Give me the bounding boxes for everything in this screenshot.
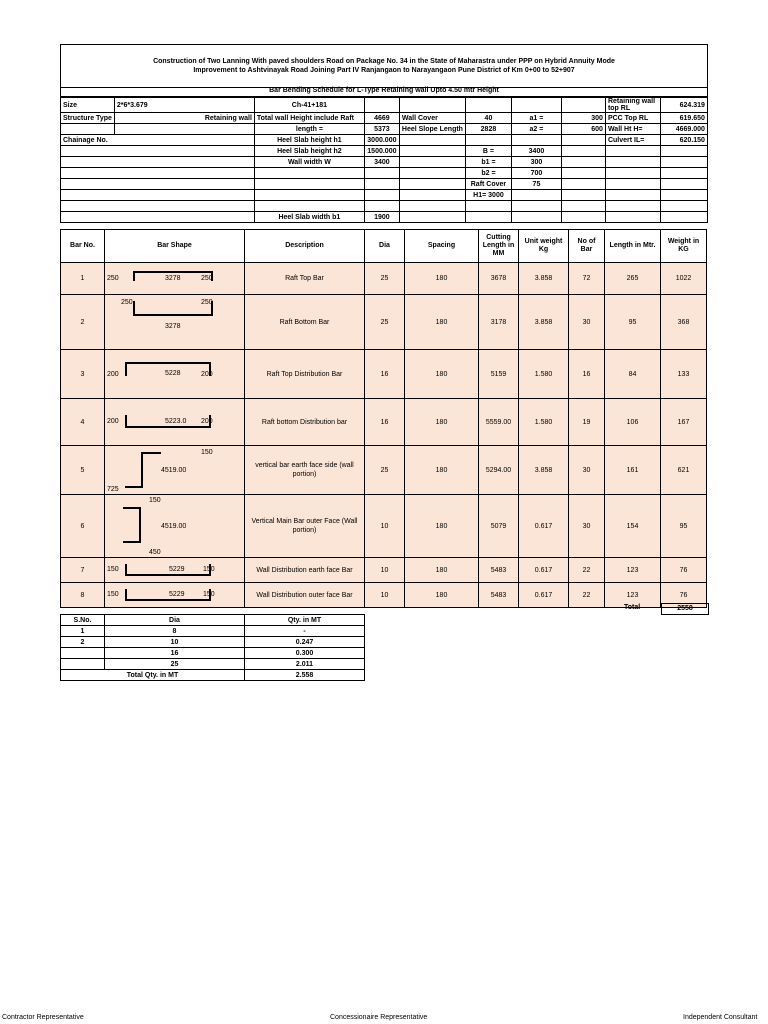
col-cutting-length: Cutting Length in MM <box>479 230 519 263</box>
col-weight-kg: Weight in KG <box>661 230 707 263</box>
summary-qty: 2.011 <box>245 659 365 670</box>
table-row <box>61 350 707 399</box>
summary-sno <box>61 659 105 670</box>
bar-description: Raft Top Bar <box>245 263 365 295</box>
bar-shape <box>105 263 245 295</box>
bar-spacing: 180 <box>405 350 479 399</box>
bar-count: 30 <box>569 446 605 495</box>
summary-dia: 16 <box>105 648 245 659</box>
shape-dim: 200 <box>107 418 119 425</box>
summary-qty: 0.247 <box>245 637 365 648</box>
summary-total-row <box>61 670 365 681</box>
col-no-of-bar: No of Bar <box>569 230 605 263</box>
wall-width-label: Wall width W <box>254 157 364 168</box>
bar-length: 123 <box>605 558 661 583</box>
shape-dim: 3278 <box>165 323 181 330</box>
bar-unit-weight: 3.858 <box>519 263 569 295</box>
bar-description: vertical bar earth face side (wall portion) <box>245 446 365 495</box>
bar-spacing: 180 <box>405 446 479 495</box>
bar-cutting-length: 3178 <box>479 295 519 350</box>
bar-cutting-length: 5483 <box>479 583 519 608</box>
bar-shape <box>105 446 245 495</box>
b1-label: b1 = <box>465 157 511 168</box>
bar-dia: 16 <box>365 350 405 399</box>
summary-sno: 1 <box>61 626 105 637</box>
col-dia: Dia <box>365 230 405 263</box>
shape-dim: 5229 <box>169 566 185 573</box>
shape-dim: 5223.0 <box>165 418 187 425</box>
shape-dim: 725 <box>107 486 119 493</box>
summary-dia: 25 <box>105 659 245 670</box>
table-row <box>61 495 707 558</box>
bar-no: 7 <box>61 558 105 583</box>
shape-dim: 200 <box>107 371 119 378</box>
raft-cover-label: Raft Cover <box>465 179 511 190</box>
bar-length: 106 <box>605 399 661 446</box>
bar-cutting-length: 5159 <box>479 350 519 399</box>
shape-dim: 3278 <box>165 275 181 282</box>
summary-total-value: 2.558 <box>245 670 365 681</box>
shape-dim: 250 <box>107 275 119 282</box>
bar-cutting-length: 3678 <box>479 263 519 295</box>
bar-spacing: 180 <box>405 558 479 583</box>
heel-h1-label: Heel Slab height h1 <box>254 135 364 146</box>
a1-label: a1 = <box>511 113 561 124</box>
shape-dim: 450 <box>149 549 161 556</box>
bar-unit-weight: 3.858 <box>519 446 569 495</box>
b2-label: b2 = <box>465 168 511 179</box>
summary-qty: 0.300 <box>245 648 365 659</box>
summary-row <box>61 637 365 648</box>
culvert-il-value: 620.150 <box>660 135 707 146</box>
bar-cutting-length: 5559.00 <box>479 399 519 446</box>
table-row <box>61 583 707 608</box>
shape-dim: 150 <box>149 497 161 504</box>
bar-shape <box>105 558 245 583</box>
summary-dia: 8 <box>105 626 245 637</box>
col-bar-shape: Bar Shape <box>105 230 245 263</box>
bar-no: 5 <box>61 446 105 495</box>
culvert-il-label: Culvert IL= <box>605 135 660 146</box>
summary-total-label: Total Qty. in MT <box>61 670 245 681</box>
shape-dim: 150 <box>203 591 215 598</box>
bar-no: 6 <box>61 495 105 558</box>
concessionaire-signature: Concessionaire Representative <box>330 1014 428 1021</box>
pcc-top-rl-label: PCC Top RL <box>605 113 660 124</box>
bar-length: 154 <box>605 495 661 558</box>
size-value: 2*6*3.679 <box>114 98 254 113</box>
bar-no: 1 <box>61 263 105 295</box>
heel-h2-value: 1500.000 <box>364 146 399 157</box>
bar-weight: 621 <box>661 446 707 495</box>
heel-h1-value: 3000.000 <box>364 135 399 146</box>
heel-slope-value: 2828 <box>465 124 511 135</box>
bar-dia: 25 <box>365 446 405 495</box>
bar-weight: 368 <box>661 295 707 350</box>
col-length-mtr: Length in Mtr. <box>605 230 661 263</box>
total-wall-height-value: 4669 <box>364 113 399 124</box>
bar-no: 4 <box>61 399 105 446</box>
bar-shape <box>105 399 245 446</box>
length-value: 5373 <box>364 124 399 135</box>
shape-dim: 5229 <box>169 591 185 598</box>
shape-dim: 4519.00 <box>161 467 187 474</box>
table-header-row <box>61 230 707 263</box>
heel-slope-label: Heel Slope Length <box>399 124 465 135</box>
bar-weight: 167 <box>661 399 707 446</box>
chainage-no-label: Chainage No. <box>61 135 255 146</box>
bar-weight: 133 <box>661 350 707 399</box>
col-unit-weight: Unit weight Kg <box>519 230 569 263</box>
summary-dia: 10 <box>105 637 245 648</box>
table-row <box>61 295 707 350</box>
bar-description: Raft bottom Distribution bar <box>245 399 365 446</box>
summary-row <box>61 626 365 637</box>
summary-sno <box>61 648 105 659</box>
a2-value: 600 <box>561 124 605 135</box>
bar-spacing: 180 <box>405 495 479 558</box>
bar-unit-weight: 1.580 <box>519 399 569 446</box>
b-value: 3400 <box>511 146 561 157</box>
bar-cutting-length: 5483 <box>479 558 519 583</box>
bar-description: Raft Top Distribution Bar <box>245 350 365 399</box>
bar-unit-weight: 1.580 <box>519 350 569 399</box>
table-row <box>61 263 707 295</box>
shape-dim: 200 <box>201 371 213 378</box>
bar-count: 22 <box>569 583 605 608</box>
bar-description: Vertical Main Bar outer Face (Wall portion) <box>245 495 365 558</box>
col-description: Description <box>245 230 365 263</box>
wall-width-value: 3400 <box>364 157 399 168</box>
pcc-top-rl-value: 619.650 <box>660 113 707 124</box>
header-info-table <box>60 97 708 223</box>
bar-length: 265 <box>605 263 661 295</box>
bar-unit-weight: 0.617 <box>519 558 569 583</box>
structure-type-value: Retaining wall <box>114 113 254 124</box>
bar-description: Wall Distribution earth face Bar <box>245 558 365 583</box>
shape-dim: 5228 <box>165 370 181 377</box>
table-row <box>61 399 707 446</box>
bar-spacing: 180 <box>405 263 479 295</box>
b2-value: 700 <box>511 168 561 179</box>
shape-dim: 250 <box>201 299 213 306</box>
bar-weight: 1022 <box>661 263 707 295</box>
table-row <box>61 446 707 495</box>
summary-sno: 2 <box>61 637 105 648</box>
shape-dim: 250 <box>201 275 213 282</box>
length-label: length = <box>254 124 364 135</box>
retaining-top-rl-label: Retaining wall top RL <box>605 98 660 113</box>
shape-dim: 150 <box>203 566 215 573</box>
bar-length: 161 <box>605 446 661 495</box>
bar-spacing: 180 <box>405 399 479 446</box>
col-spacing: Spacing <box>405 230 479 263</box>
bar-unit-weight: 3.858 <box>519 295 569 350</box>
bar-length: 95 <box>605 295 661 350</box>
b-label: B = <box>465 146 511 157</box>
chainage-value: Ch-41+181 <box>254 98 364 113</box>
bar-dia: 25 <box>365 295 405 350</box>
raft-cover-value: 75 <box>511 179 561 190</box>
bar-shape <box>105 350 245 399</box>
size-label: Size <box>61 98 115 113</box>
table-row <box>61 558 707 583</box>
bar-length: 84 <box>605 350 661 399</box>
summary-col-dia: Dia <box>105 615 245 626</box>
bar-weight: 76 <box>661 583 707 608</box>
title-line-2: Improvement to Ashtvinayak Road Joining Part IV Ranjangaon to Narayangaon Pune District of Km 0+00 to 52+907 <box>193 67 575 74</box>
summary-col-sno: S.No. <box>61 615 105 626</box>
bar-dia: 16 <box>365 399 405 446</box>
heel-b1-value: 1900 <box>364 212 399 223</box>
a1-value: 300 <box>561 113 605 124</box>
bar-shape <box>105 295 245 350</box>
b1-value: 300 <box>511 157 561 168</box>
document-title <box>60 44 708 88</box>
bar-count: 30 <box>569 495 605 558</box>
bar-spacing: 180 <box>405 295 479 350</box>
shape-dim: 150 <box>107 591 119 598</box>
summary-qty: - <box>245 626 365 637</box>
bar-no: 8 <box>61 583 105 608</box>
bar-weight: 76 <box>661 558 707 583</box>
wall-ht-value: 4669.000 <box>660 124 707 135</box>
summary-row <box>61 659 365 670</box>
total-label: Total <box>624 604 641 611</box>
shape-dim: 150 <box>107 566 119 573</box>
shape-dim: 250 <box>121 299 133 306</box>
heel-h2-label: Heel Slab height h2 <box>254 146 364 157</box>
bar-count: 22 <box>569 558 605 583</box>
shape-dim: 4519.00 <box>161 523 187 530</box>
title-line-1: Construction of Two Lanning With paved shoulders Road on Package No. 34 in the State of Maharastra under PPP on Hybrid Annuity Mode <box>153 58 615 65</box>
shape-dim: 150 <box>201 449 213 456</box>
bar-description: Wall Distribution outer face Bar <box>245 583 365 608</box>
bar-cutting-length: 5079 <box>479 495 519 558</box>
bar-length: 123 <box>605 583 661 608</box>
summary-col-qty: Qty. in MT <box>245 615 365 626</box>
a2-label: a2 = <box>511 124 561 135</box>
total-weight-value: 2558 <box>661 603 709 615</box>
schedule-subtitle: Bar Bending Schedule for L-Type Retaining wall Upto 4.50 mtr Height <box>60 86 708 97</box>
wall-ht-label: Wall Ht H= <box>605 124 660 135</box>
consultant-signature: Independent Consultant <box>683 1014 758 1021</box>
bar-count: 19 <box>569 399 605 446</box>
bar-no: 3 <box>61 350 105 399</box>
bar-dia: 10 <box>365 558 405 583</box>
contractor-signature: Contractor Representative <box>2 1014 84 1021</box>
bar-shape <box>105 583 245 608</box>
bar-dia: 10 <box>365 495 405 558</box>
retaining-top-rl-value: 624.319 <box>660 98 707 113</box>
bar-count: 72 <box>569 263 605 295</box>
wall-cover-label: Wall Cover <box>399 113 465 124</box>
bar-no: 2 <box>61 295 105 350</box>
bar-count: 30 <box>569 295 605 350</box>
h1-label: H1= 3000 <box>465 190 511 201</box>
bar-weight: 95 <box>661 495 707 558</box>
shape-dim: 200 <box>201 418 213 425</box>
structure-type-label: Structure Type <box>61 113 115 124</box>
bar-count: 16 <box>569 350 605 399</box>
bar-bending-table <box>60 229 707 608</box>
wall-cover-value: 40 <box>465 113 511 124</box>
heel-b1-label: Heel Slab width b1 <box>254 212 364 223</box>
bar-unit-weight: 0.617 <box>519 583 569 608</box>
bar-spacing: 180 <box>405 583 479 608</box>
bar-unit-weight: 0.617 <box>519 495 569 558</box>
bar-description: Raft Bottom Bar <box>245 295 365 350</box>
summary-row <box>61 648 365 659</box>
bar-cutting-length: 5294.00 <box>479 446 519 495</box>
bar-dia: 10 <box>365 583 405 608</box>
bar-dia: 25 <box>365 263 405 295</box>
total-wall-height-label: Total wall Height include Raft <box>254 113 364 124</box>
col-bar-no: Bar No. <box>61 230 105 263</box>
summary-table <box>60 614 365 681</box>
bar-shape <box>105 495 245 558</box>
